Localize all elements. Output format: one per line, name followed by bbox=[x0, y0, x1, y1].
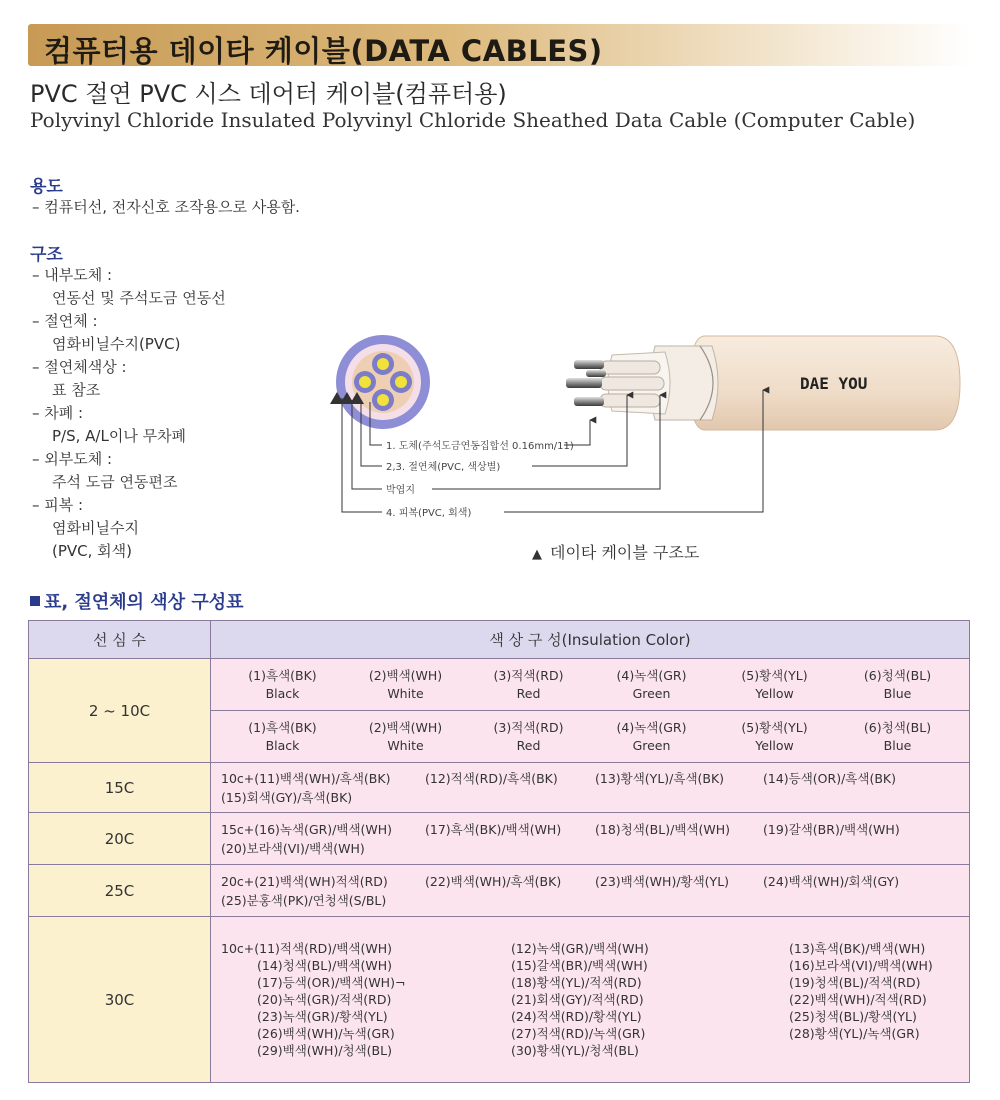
brand-print: DAE YOU bbox=[800, 374, 868, 393]
color-item bbox=[590, 667, 713, 703]
table-row bbox=[29, 865, 970, 917]
color-column bbox=[789, 940, 959, 1059]
color-pair: (12)녹색(GR)/백색(WH) bbox=[511, 941, 649, 956]
color-cell bbox=[211, 711, 970, 763]
table-row bbox=[29, 659, 970, 711]
color-item bbox=[836, 667, 959, 703]
structure-line: P/S, A/L이나 무차폐 bbox=[52, 427, 187, 445]
color-name: Black bbox=[265, 737, 300, 753]
color-pair: (30)황색(YL)/청색(BL) bbox=[511, 1043, 639, 1058]
color-pair: (27)적색(RD)/녹색(GR) bbox=[511, 1026, 646, 1041]
color-pair: (20)녹색(GR)/적색(RD) bbox=[257, 992, 392, 1007]
color-pair: (21)회색(GY)/적색(RD) bbox=[511, 992, 644, 1007]
color-name: Blue bbox=[883, 685, 912, 701]
structure-line: – 피복 : bbox=[32, 496, 84, 514]
color-pair: (22)백색(WH)/적색(RD) bbox=[789, 992, 927, 1007]
core-count-cell: 20C bbox=[29, 813, 211, 865]
structure-line: – 절연체 : bbox=[32, 312, 98, 330]
label-insulation: 2,3. 절연체(PVC, 색상별) bbox=[386, 462, 501, 473]
color-cell bbox=[211, 917, 970, 1083]
color-pair: (19)갈색(BR)/백색(WH) bbox=[763, 821, 900, 837]
label-conductor: 1. 도체(주석도금연동집합선 0.16mm/11) bbox=[386, 441, 574, 452]
color-cell bbox=[211, 659, 970, 711]
triangle-icon: ▲ bbox=[532, 547, 542, 562]
color-code: (5)황색(YL) bbox=[741, 667, 808, 683]
structure-line: 염화비닐수지 bbox=[52, 519, 139, 537]
color-pair: (20)보라색(VI)/백색(WH) bbox=[221, 840, 365, 856]
structure-line: 염화비닐수지(PVC) bbox=[52, 335, 181, 353]
diagram-caption-text: 데이타 케이블 구조도 bbox=[550, 543, 700, 562]
header-insulation-color: 색 상 구 성(Insulation Color) bbox=[211, 621, 970, 659]
color-pair: (17)등색(OR)/백색(WH)¬ bbox=[257, 975, 406, 990]
structure-line: – 차폐 : bbox=[32, 404, 84, 422]
diagram-caption bbox=[532, 540, 699, 563]
structure-line: 표 참조 bbox=[52, 381, 101, 399]
color-name: Yellow bbox=[755, 737, 794, 753]
structure-line: 연동선 및 주석도금 연동선 bbox=[52, 289, 226, 307]
color-item bbox=[221, 719, 344, 755]
color-cell bbox=[211, 865, 970, 917]
color-item bbox=[836, 719, 959, 755]
table-row bbox=[29, 763, 970, 813]
page-title: 컴퓨터용 데이타 케이블(DATA CABLES) bbox=[44, 34, 603, 68]
color-pair: (28)황색(YL)/녹색(GR) bbox=[789, 1026, 920, 1041]
table-row bbox=[29, 813, 970, 865]
table-header-row bbox=[29, 621, 970, 659]
color-code: (5)황색(YL) bbox=[741, 719, 808, 735]
color-pair: 20c+(21)백색(WH)적색(RD) bbox=[221, 873, 388, 889]
core-count-cell: 2 ~ 10C bbox=[29, 659, 211, 763]
usage-heading: 용도 bbox=[30, 177, 63, 197]
color-pair: 10c+(11)적색(RD)/백색(WH) bbox=[221, 941, 392, 956]
color-item bbox=[713, 719, 836, 755]
color-code: (1)흑색(BK) bbox=[248, 719, 317, 735]
color-name: Red bbox=[516, 685, 541, 701]
color-item bbox=[590, 719, 713, 755]
color-code: (3)적색(RD) bbox=[493, 667, 564, 683]
square-bullet-icon bbox=[30, 596, 40, 606]
structure-line: 주석 도금 연동편조 bbox=[52, 473, 178, 491]
color-pair: (29)백색(WH)/청색(BL) bbox=[257, 1043, 392, 1058]
color-pair: (18)청색(BL)/백색(WH) bbox=[595, 821, 730, 837]
color-item bbox=[467, 667, 590, 703]
table-title bbox=[30, 588, 244, 614]
color-pair: (23)백색(WH)/황색(YL) bbox=[595, 873, 730, 889]
color-name: White bbox=[387, 737, 424, 753]
label-sheath: 4. 피복(PVC, 회색) bbox=[386, 508, 472, 519]
color-pair: (16)보라색(VI)/백색(WH) bbox=[789, 958, 933, 973]
color-pair: (19)청색(BL)/적색(RD) bbox=[789, 975, 921, 990]
structure-line: – 외부도체 : bbox=[32, 450, 113, 468]
color-name: White bbox=[387, 685, 424, 701]
color-code: (4)녹색(GR) bbox=[616, 719, 687, 735]
label-paper: 박엽지 bbox=[386, 485, 415, 496]
color-pair: (24)백색(WH)/회색(GY) bbox=[763, 873, 900, 889]
color-pair: (25)청색(BL)/황색(YL) bbox=[789, 1009, 917, 1024]
color-column bbox=[221, 940, 511, 1059]
core-count-cell: 25C bbox=[29, 865, 211, 917]
color-item bbox=[221, 667, 344, 703]
core-count-cell: 30C bbox=[29, 917, 211, 1083]
color-code: (2)백색(WH) bbox=[368, 719, 443, 735]
color-pair: (13)황색(YL)/흑색(BK) bbox=[595, 770, 725, 786]
color-code: (3)적색(RD) bbox=[493, 719, 564, 735]
color-item bbox=[467, 719, 590, 755]
structure-line: – 절연체색상 : bbox=[32, 358, 127, 376]
core-count-cell: 15C bbox=[29, 763, 211, 813]
color-pair: (13)흑색(BK)/백색(WH) bbox=[789, 941, 926, 956]
structure-heading: 구조 bbox=[30, 245, 63, 265]
color-pair: (22)백색(WH)/흑색(BK) bbox=[425, 873, 562, 889]
subtitle-korean: PVC 절연 PVC 시스 데어터 케이블(컴퓨터용) bbox=[30, 80, 507, 108]
diagram-labels bbox=[382, 438, 574, 519]
color-pair: (14)등색(OR)/흑색(BK) bbox=[763, 770, 896, 786]
color-pair: (26)백색(WH)/녹색(GR) bbox=[257, 1026, 395, 1041]
color-name: Red bbox=[516, 737, 541, 753]
color-item bbox=[713, 667, 836, 703]
color-code: (4)녹색(GR) bbox=[616, 667, 687, 683]
subtitle-english: Polyvinyl Chloride Insulated Polyvinyl Chloride Sheathed Data Cable (Computer Cable) bbox=[30, 108, 916, 132]
color-pair: 10c+(11)백색(WH)/흑색(BK) bbox=[221, 770, 391, 786]
color-name: Black bbox=[265, 685, 300, 701]
color-code: (6)청색(BL) bbox=[863, 667, 932, 683]
color-pair: (15)회색(GY)/흑색(BK) bbox=[221, 789, 353, 805]
color-pair: (14)청색(BL)/백색(WH) bbox=[257, 958, 392, 973]
color-name: Green bbox=[632, 737, 671, 753]
color-name: Yellow bbox=[755, 685, 794, 701]
color-code: (6)청색(BL) bbox=[863, 719, 932, 735]
structure-line: (PVC, 회색) bbox=[52, 542, 133, 560]
color-item bbox=[344, 667, 467, 703]
table-title-text: 표, 절연체의 색상 구성표 bbox=[44, 592, 244, 613]
color-pair: (18)황색(YL)/적색(RD) bbox=[511, 975, 642, 990]
color-pair: (23)녹색(GR)/황색(YL) bbox=[257, 1009, 388, 1024]
color-item bbox=[344, 719, 467, 755]
color-pair: (17)흑색(BK)/백색(WH) bbox=[425, 821, 562, 837]
color-cell bbox=[211, 763, 970, 813]
color-pair: (15)갈색(BR)/백색(WH) bbox=[511, 958, 648, 973]
color-name: Green bbox=[632, 685, 671, 701]
color-column bbox=[511, 940, 789, 1059]
color-code: (2)백색(WH) bbox=[368, 667, 443, 683]
color-pair: (25)분홍색(PK)/연청색(S/BL) bbox=[221, 892, 387, 908]
usage-text: – 컴퓨터선, 전자신호 조작용으로 사용함. bbox=[32, 198, 300, 216]
color-name: Blue bbox=[883, 737, 912, 753]
header-core-count: 선 심 수 bbox=[29, 621, 211, 659]
insulation-color-table bbox=[28, 620, 970, 1083]
cross-section bbox=[336, 335, 430, 429]
color-pair: (24)적색(RD)/황색(YL) bbox=[511, 1009, 642, 1024]
color-pair: (12)적색(RD)/흑색(BK) bbox=[425, 770, 558, 786]
structure-line: – 내부도체 : bbox=[32, 266, 113, 284]
table-row bbox=[29, 917, 970, 1083]
color-pair: 15c+(16)녹색(GR)/백색(WH) bbox=[221, 821, 393, 837]
color-cell bbox=[211, 813, 970, 865]
color-code: (1)흑색(BK) bbox=[248, 667, 317, 683]
